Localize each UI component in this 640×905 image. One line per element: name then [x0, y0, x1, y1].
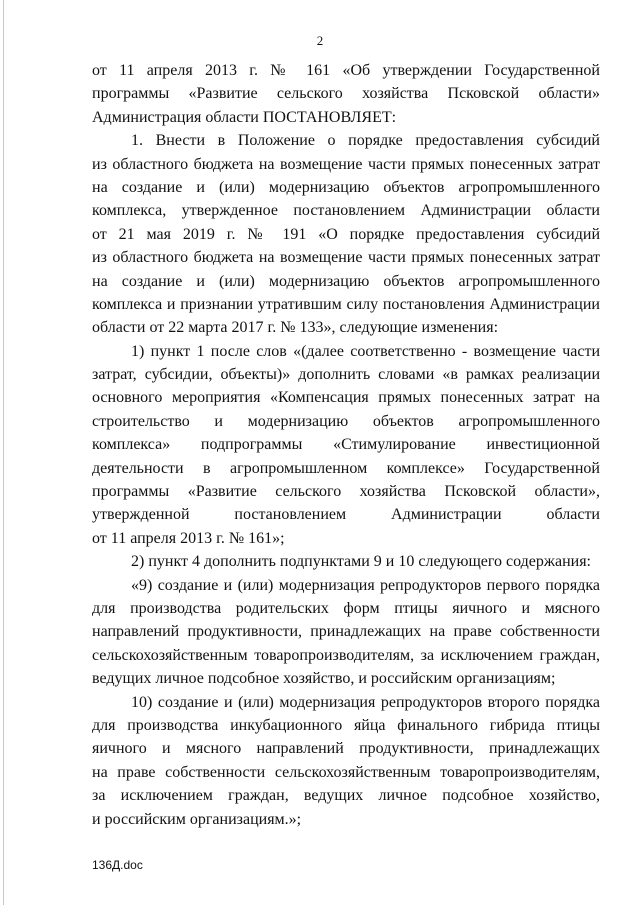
text-line: 1. Внести в Положение о порядке предоставления субсидий	[131, 132, 600, 150]
text-line: из областного бюджета на возмещение части прямых понесенных затрат	[92, 155, 600, 173]
text-line: комплекса и признании утратившим силу постановления Администрации	[92, 295, 600, 313]
text-line: программы «Развитие сельского хозяйства Псковской области»,	[92, 483, 600, 501]
text-line: на создание и (или) модернизацию объектов агропромышленного	[92, 178, 600, 196]
text-line: утвержденной постановлением Администрации области	[92, 506, 600, 524]
text-line: яичного и мясного направлений продуктивности, принадлежащих	[92, 740, 600, 758]
text-line: области от 22 марта 2017 г. № 133», следующие изменения:	[92, 319, 499, 337]
text-line: от 11 апреля 2013 г. № 161»;	[92, 529, 285, 547]
text-line: от 11 апреля 2013 г. № 161 «Об утверждении Государственной	[92, 62, 600, 79]
text-line: от 21 мая 2019 г. № 191 «О порядке предоставления субсидий	[92, 225, 600, 243]
text-line: затрат, субсидии, объекты)» дополнить словами «в рамках реализации	[92, 366, 600, 384]
page-number: 2	[316, 33, 324, 48]
text-line: Администрация области ПОСТАНОВЛЯЕТ:	[92, 108, 397, 126]
text-line: 10) создание и (или) модернизация репродукторов второго порядка	[131, 693, 600, 711]
text-line: комплекса, утвержденное постановлением Администрации области	[92, 202, 600, 220]
document-body	[92, 59, 600, 831]
text-line: на создание и (или) модернизацию объектов агропромышленного	[92, 272, 600, 290]
text-line: за исключением граждан, ведущих личное подсобное хозяйство,	[92, 787, 600, 805]
text-line: ведущих личное подсобное хозяйство, и российским организациям;	[92, 670, 556, 688]
text-line: сельскохозяйственным товаропроизводителям, за исключением граждан,	[92, 646, 600, 664]
scan-edge-line	[3, 0, 4, 905]
text-line: направлений продуктивности, принадлежащих на праве собственности	[92, 623, 600, 641]
text-line: из областного бюджета на возмещение части прямых понесенных затрат	[92, 249, 600, 267]
text-line: строительство и модернизацию объектов агропромышленного	[92, 412, 600, 430]
text-line: и российским организациям.»;	[92, 810, 302, 828]
text-line: программы «Развитие сельского хозяйства Псковской области»	[92, 85, 600, 103]
text-line: 2) пункт 4 дополнить подпунктами 9 и 10 следующего содержания:	[131, 553, 591, 571]
text-line: деятельности в агропромышленном комплексе» Государственной	[92, 459, 600, 477]
text-line: «9) создание и (или) модернизация репродукторов первого порядка	[131, 576, 600, 594]
text-line: для производства родительских форм птицы яичного и мясного	[92, 599, 600, 617]
text-line: 1) пункт 1 после слов «(далее соответственно - возмещение части	[131, 342, 600, 360]
text-line: для производства инкубационного яйца финального гибрида птицы	[92, 716, 600, 734]
text-line: основного мероприятия «Компенсация прямых понесенных затрат на	[92, 389, 600, 407]
footer-filename: 136Д.doc	[92, 858, 143, 872]
text-line: на праве собственности сельскохозяйственным товаропроизводителям,	[92, 763, 600, 781]
text-line: комплекса» подпрограммы «Стимулирование инвестиционной	[92, 436, 600, 454]
